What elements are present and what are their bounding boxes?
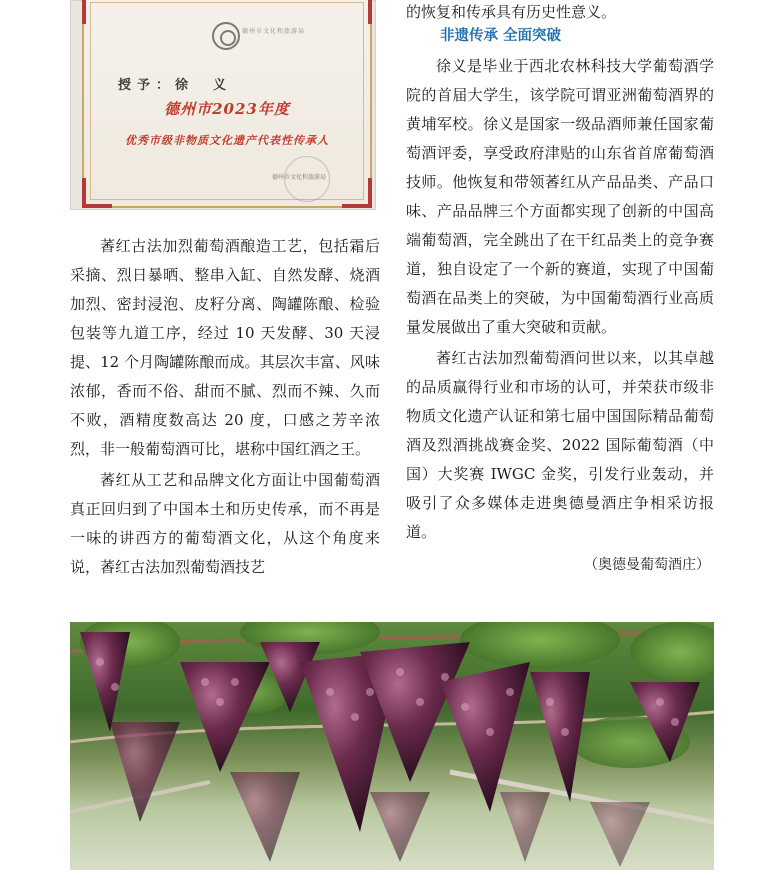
continued-paragraph: 的恢复和传承具有历史性意义。: [406, 3, 617, 21]
certificate-corner-ornament: [342, 178, 372, 208]
body-paragraph: 萫红古法加烈葡萄酒酿造工艺，包括霜后采摘、烈日暴晒、整串入缸、自然发酵、烧酒加烈、密封浸泡、皮籽分离、陶罐陈酿、检验包装等九道工序，经过 10 天发酵、30 天浸提、12 个月陶罐陈酿而成。其层次丰富、风味浓郁，香而不俗、甜而不腻、烈而不辣、久而不败，酒精度数高达 20 度，口感之芳辛浓烈，非一般葡萄酒可比，堪称中国红酒之王。: [70, 237, 380, 458]
certificate-emblem-text: 德州市文化和旅游局: [242, 28, 306, 35]
certificate-emblem-icon: [212, 22, 240, 50]
certificate-paper: [82, 0, 372, 208]
article-attribution: （奥德曼葡萄酒庄）: [584, 557, 710, 573]
grape-illustration: [70, 622, 714, 870]
grape-vineyard-photo: [70, 622, 714, 870]
certificate-title: 德州市2023年度: [164, 100, 290, 118]
body-paragraph: 萫红从工艺和品牌文化方面让中国葡萄酒真正回归到了中国本土和历史传承，而不再是一味的讲西方的葡萄酒文化，从这个角度来说，萫红古法加烈葡萄酒技艺: [70, 471, 380, 576]
left-text-column: [70, 232, 380, 582]
certificate-corner-ornament: [82, 0, 112, 24]
body-paragraph: 徐义是毕业于西北农林科技大学葡萄酒学院的首届大学生，该学院可谓亚洲葡萄酒界的黄埔军校。徐义是国家一级品酒师兼任国家葡萄酒评委，享受政府津贴的山东省首席葡萄酒技师。他恢复和带领萫红从产品品类、产品口味、产品品牌三个方面都实现了创新的中国高端葡萄酒，完全跳出了在干红品类上的竞争赛道，独自设定了一个新的赛道，实现了中国葡萄酒在品类上的突破，为中国葡萄酒行业高质量发展做出了重大突破和贡献。: [406, 57, 714, 336]
certificate-recipient: 授予：徐 义: [118, 78, 233, 93]
section-heading: 非遗传承 全面突破: [440, 28, 562, 44]
right-text-column: [406, 0, 714, 580]
certificate-subtitle: 优秀市级非物质文化遗产代表性传承人: [125, 134, 329, 147]
body-paragraph: 萫红古法加烈葡萄酒问世以来，以其卓越的品质赢得行业和市场的认可，并荣获市级非物质文化遗产认证和第七届中国国际精品葡萄酒及烈酒挑战赛金奖、2022 国际葡萄酒（中国）大奖赛 IWGC 金奖，引发行业轰动，并吸引了众多媒体走进奥德曼酒庄争相采访报道。: [406, 349, 714, 541]
certificate-photo: [70, 0, 376, 210]
certificate-issuer: 德州市文化和旅游局: [272, 174, 327, 181]
certificate-corner-ornament: [82, 178, 112, 208]
certificate-corner-ornament: [342, 0, 372, 24]
